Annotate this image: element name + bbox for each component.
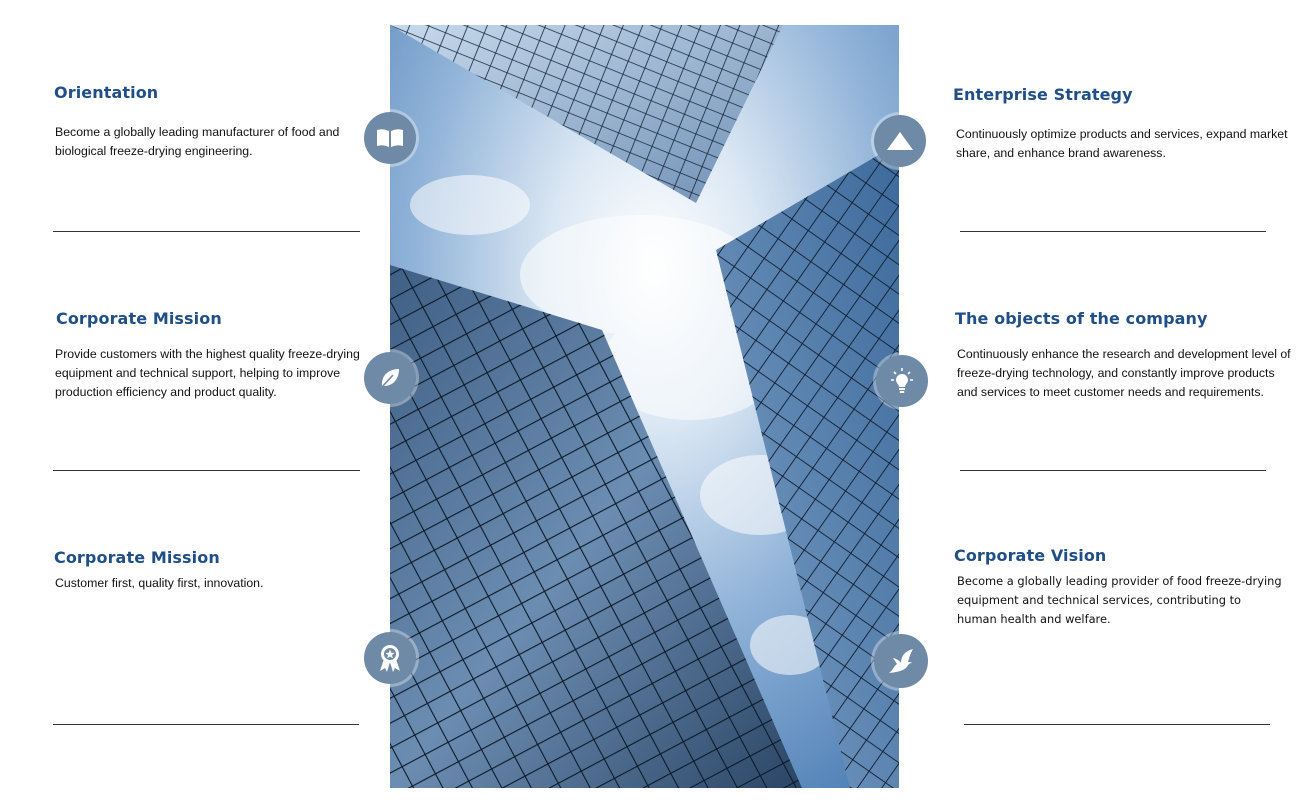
- divider: [960, 231, 1266, 232]
- orientation-text: Become a globally leading manufacturer of food and biological freeze-drying engineering.: [55, 125, 340, 158]
- strategy-title: Enterprise Strategy: [953, 85, 1133, 104]
- vision-text: Become a globally leading provider of food freeze-drying equipment and technical services, contributing to human health and welfare.: [957, 574, 1282, 626]
- orientation-title: Orientation: [54, 83, 159, 102]
- lightbulb-icon: [876, 355, 928, 407]
- strategy-text: Continuously optimize products and services, expand market share, and enhance brand awareness.: [956, 127, 1288, 160]
- divider: [53, 724, 359, 725]
- mission-text-2: Customer first, quality first, innovation.: [55, 576, 264, 590]
- divider: [960, 470, 1266, 471]
- vision-title: Corporate Vision: [954, 546, 1107, 565]
- book-icon: [364, 112, 416, 164]
- objects-text: Continuously enhance the research and development level of freeze-drying technology, and constantly improve products and services to meet customer needs and requirements.: [957, 347, 1291, 399]
- divider: [53, 470, 360, 471]
- mission-text: Provide customers with the highest quality freeze-drying equipment and technical support, helping to improve production efficiency and product quality.: [55, 347, 360, 399]
- divider: [53, 231, 360, 232]
- mission-title: Corporate Mission: [56, 309, 222, 328]
- skyscrapers-photo: [390, 25, 899, 788]
- objects-title: The objects of the company: [955, 309, 1208, 328]
- leaf-icon: [364, 352, 416, 404]
- divider: [964, 724, 1270, 725]
- award-ribbon-icon: [364, 632, 416, 684]
- dove-icon: [874, 634, 928, 688]
- triangle-icon: [874, 115, 926, 167]
- mission-title-2: Corporate Mission: [54, 548, 220, 567]
